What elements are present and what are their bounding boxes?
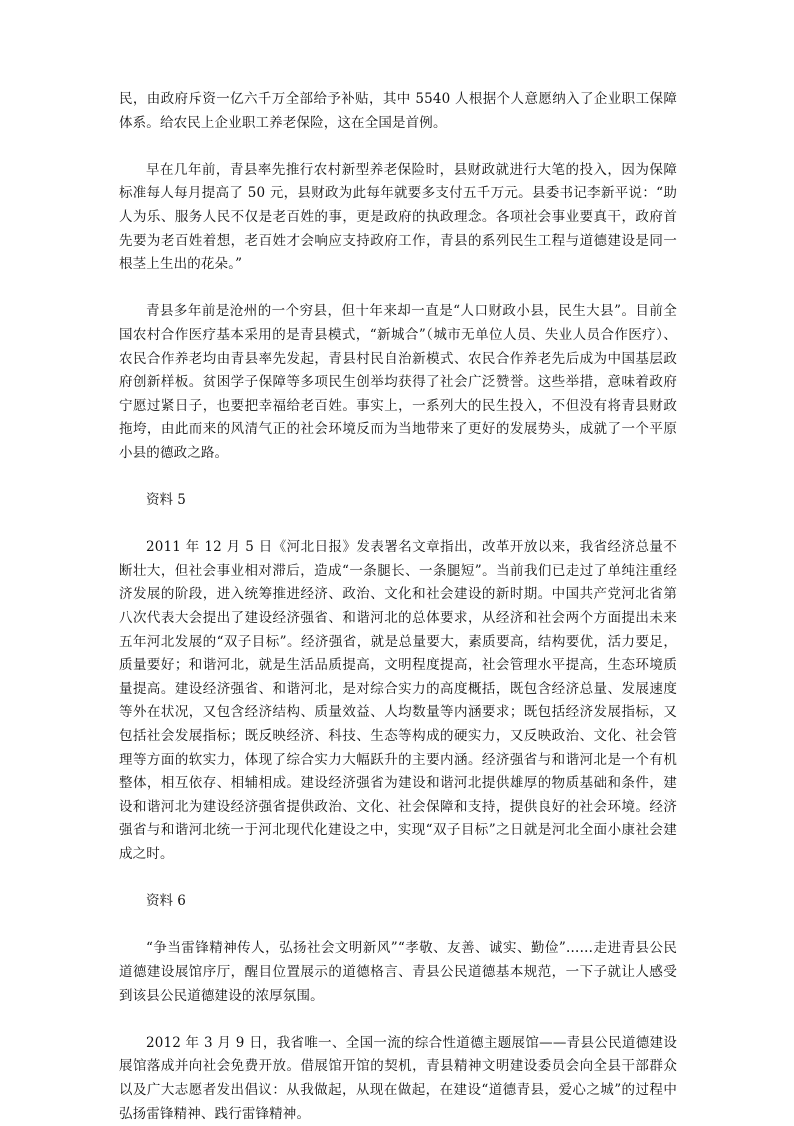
spacer — [119, 466, 677, 490]
spacer — [119, 1008, 677, 1032]
spacer — [119, 513, 677, 537]
paragraph-4: 2011 年 12 月 5 日《河北日报》发表署名文章指出，改革开放以来，我省经济总量不断壮大，但社会事业相对滞后，造成“一条腿长、一条腿短”。当前我们已走过了单纯注重经济发展的阶段，进入统筹推进经济、政治、文化和社会建设的新时期。中国共产党河北省第八次代表大会提出了建设经济强省、和谐河北的总体要求，从经济和社会两个方面提出未来五年河北发展的“双子目标”。经济强省，就是总量要大，素质要高，结构要优，活力要足，质量要好；和谐河北，就是生活品质提高，文明程度提高，社会管理水平提高，生态环境质量提高。建设经济强省、和谐河北，是对综合实力的高度概括，既包含经济总量、发展速度等外在状况，又包含经济结构、质量效益、人均数量等内涵要求；既包括经济发展指标，又包括社会发展指标；既反映经济、科技、生态等构成的硬实力，又反映政治、文化、社会管理等方面的软实力，体现了综合实力大幅跃升的主要内涵。经济强省与和谐河北是一个有机整体，相互依存、相辅相成。建设经济强省为建设和谐河北提供雄厚的物质基础和条件，建设和谐河北为建设经济强省提供政治、文化、社会保障和支持，提供良好的社会环境。经济强省与和谐河北统一于河北现代化建设之中，实现“双子目标”之日就是河北全面小康社会建成之时。 — [119, 539, 677, 862]
document-page — [119, 88, 677, 1126]
spacer — [119, 135, 677, 159]
paragraph-5: “争当雷锋精神传人，弘扬社会文明新风”“孝敬、友善、诚实、勤俭”……走进青县公民道德建设展馆序厅，醒目位置展示的道德格言、青县公民道德基本规范，一下子就让人感受到该县公民道德建设的浓厚氛围。 — [119, 940, 677, 1004]
section-heading-5: 资料 5 — [146, 492, 186, 509]
paragraph-2: 早在几年前，青县率先推行农村新型养老保险时，县财政就进行大笔的投入，因为保障标准每人每月提高了 50 元，县财政为此每年就要多支付五千万元。县委书记李新平说：“助人为乐、服务人民不仅是老百姓的事，更是政府的执政理念。各项社会事业要真干，政府首先要为老百姓着想，老百姓才会响应支持政府工作，青县的系列民生工程与道德建设是同一根茎上生出的花朵。” — [119, 161, 677, 273]
spacer — [119, 914, 677, 938]
paragraph-6: 2012 年 3 月 9 日，我省唯一、全国一流的综合性道德主题展馆——青县公民道德建设展馆落成并向社会免费开放。借展馆开馆的契机，青县精神文明建设委员会向全县干部群众以及广大志愿者发出倡议：从我做起，从现在做起，在建设“道德青县，爱心之城”的过程中弘扬雷锋精神、践行雷锋精神。 — [119, 1034, 677, 1122]
section-heading-6: 资料 6 — [146, 893, 186, 910]
paragraph-3: 青县多年前是沧州的一个穷县，但十年来却一直是“人口财政小县，民生大县”。目前全国农村合作医疗基本采用的是青县模式，“新城合”（城市无单位人员、失业人员合作医疗）、农民合作养老均由青县率先发起，青县村民自治新模式、农民合作养老先后成为中国基层政府创新样板。贫困学子保障等多项民生创举均获得了社会广泛赞誉。这些举措，意味着政府宁愿过紧日子，也要把幸福给老百姓。事实上，一系列大的民生投入，不但没有将青县财政拖垮，由此而来的风清气正的社会环境反而为当地带来了更好的发展势头，成就了一个平原小县的德政之路。 — [119, 303, 677, 461]
spacer — [119, 867, 677, 891]
paragraph-1: 民，由政府斥资一亿六千万全部给予补贴，其中 5540 人根据个人意愿纳入了企业职工保障体系。给农民上企业职工养老保险，这在全国是首例。 — [119, 91, 677, 131]
spacer — [119, 277, 677, 301]
